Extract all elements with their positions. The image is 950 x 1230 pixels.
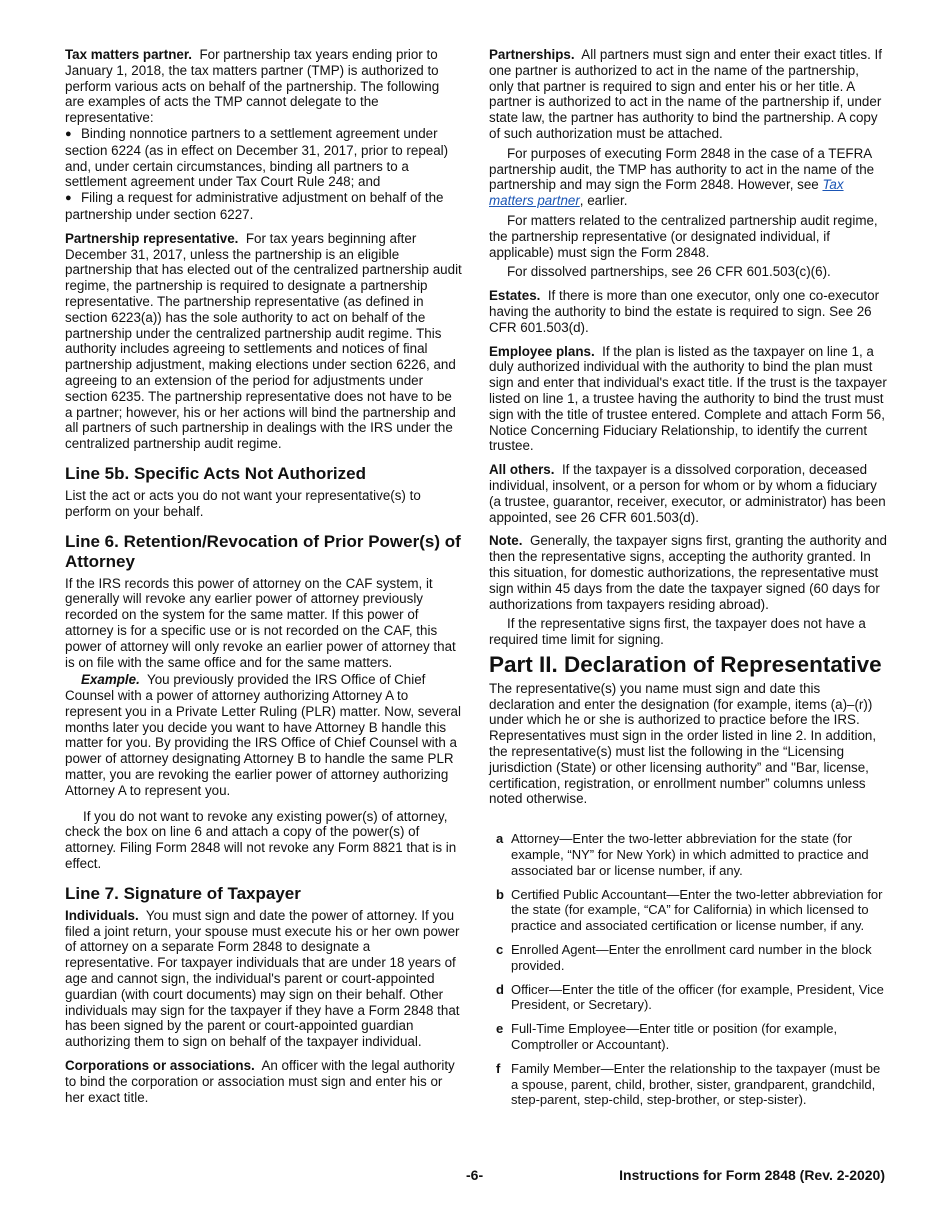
designation-letter: b xyxy=(496,886,504,902)
left-column xyxy=(65,47,462,1113)
tax-matters-partner-text: For partnership tax years ending prior to January 1, 2018, the tax matters partner (TMP) is authorized to perform various acts on behalf of the partnership. The following are examples of acts the TMP cannot delegate to the representative: xyxy=(65,47,440,126)
centralized-paragraph: For matters related to the centralized partnership audit regime, the partnership representative (or designated individual, if applicable) must sign the Form 2848. xyxy=(489,212,878,260)
example-lead: Example. xyxy=(81,672,140,688)
estates-lead: Estates. xyxy=(489,288,541,304)
designation-letter: d xyxy=(496,981,504,997)
designation-letter: e xyxy=(496,1021,504,1037)
page-number: -6- xyxy=(466,1167,484,1183)
designation-text: Full-Time Employee—Enter title or position (for example, Comptroller or Accountant). xyxy=(511,1021,838,1053)
line-6-text: If the IRS records this power of attorney on the CAF system, it generally will revoke any earlier power of attorney previously recorded on the system for the same matter. If this power of attorney is for a specific use or is not recorded on the CAF, this power of attorney will only revoke an earlier power of attorney that is on file with the same office and for the same matters. xyxy=(65,575,456,670)
designation-item xyxy=(489,887,887,934)
designation-letter: f xyxy=(496,1060,501,1076)
partnership-representative-paragraph xyxy=(65,231,462,452)
partnership-representative-text: For tax years beginning after December 31, 2017, unless the partnership is an eligible partnership that has elected out of the centralized partnership audit regime, the partnership is required to designate a partnership representative. The partnership representative (as defined in section 6223(a)) has the sole authority to act on behalf of the partnership under the centralized partnership audit regime. This authority includes agreeing to settlements and notices of final partnership adjustment, making elections under section 6226, and agreeing to an extension of the period for adjustments under section 6235. The partnership representative does not have to be a partner; however, his or her actions will bind the partnership and all partners of such partnership in dealings with the IRS under the centralized partnership audit regime. xyxy=(65,230,462,452)
designation-text: Enrolled Agent—Enter the enrollment card number in the block provided. xyxy=(511,942,872,973)
line-5b-heading: Line 5b. Specific Acts Not Authorized xyxy=(65,463,366,483)
individuals-lead: Individuals. xyxy=(65,907,139,923)
tmp-bullet-1-text: Binding nonnotice partners to a settlement agreement under section 6224 (as in effect on December 31, 2017, prior to repeal) and, under certain circumstances, binding all partners to a settlement agreement under Tax Court Rule 248; and xyxy=(65,125,449,190)
estates-text: If there is more than one executor, only one co-executor having the authority to bind the estate is required to sign. See 26 CFR 601.503(d). xyxy=(489,288,880,335)
example-paragraph xyxy=(65,672,462,798)
individuals-text: You must sign and date the power of attorney. If you filed a joint return, your spouse must execute his or her own power of attorney on a separate Form 2848 to designate a representative. For taxpayer individuals that are under 18 years of age and cannot sign, the individual's parent or court-appointed guardian (with court documents) may sign on their behalf. Other individuals may sign for the taxpayer if they have a Form 2848 that has been signed by the parent or court-appointed guardian authorizing them to sign on behalf of the taxpayer individual. xyxy=(65,907,460,1050)
tmp-bullet-1 xyxy=(65,126,462,190)
note-text: Generally, the taxpayer signs first, granting the authority and then the representative signs, accepting the authority granted. In this situation, for domestic authorizations, the representative must sign within 45 days from the date the taxpayer signed (60 days for authorizations from taxpayers residing abroad). xyxy=(489,533,887,612)
designation-text: Officer—Enter the title of the officer (for example, President, Vice President, or Secretary). xyxy=(511,981,884,1013)
tmp-bullet-2-text: Filing a request for administrative adjustment on behalf of the partnership under section 6227. xyxy=(65,190,444,222)
designation-text: Certified Public Accountant—Enter the two-letter abbreviation for the state (for example, “CA” for California) in which licensed to practice and associated certification or license number, if any. xyxy=(511,886,883,934)
all-others-lead: All others. xyxy=(489,462,555,478)
part-ii-text: The representative(s) you name must sign and date this declaration and enter the designation (for example, items (a)–(r)) under which he or she is authorized to practice before the IRS. Representatives must sign in the order listed in line 2. In addition, the representative(s) must list the following in the “Licensing jurisdiction (State) or other licensing authority” and "Bar, license, certification, registration, or enrollment number” columns unless noted otherwise. xyxy=(489,680,877,807)
line-5b-text: List the act or acts you do not want your representative(s) to perform on your behalf. xyxy=(65,487,421,519)
corporations-text: An officer with the legal authority to bind the corporation or association must sign and enter his or her exact title. xyxy=(65,1058,455,1105)
partnerships-lead: Partnerships. xyxy=(489,47,575,62)
corporations-lead: Corporations or associations. xyxy=(65,1058,255,1074)
footer-title: Instructions for Form 2848 (Rev. 2-2020) xyxy=(619,1167,885,1183)
partnerships-paragraph xyxy=(489,47,887,142)
partnerships-text: All partners must sign and enter their exact titles. If one partner is authorized to act in the name of the partnership, only that partner is required to sign and enter his or her title. A partner is authorized to act in the name of the partnership if, under state law, the partner has authority to bind the partnership. A copy of such authorization must be attached. xyxy=(489,47,882,141)
tax-matters-partner-paragraph xyxy=(65,47,462,126)
designation-item xyxy=(489,831,887,878)
designation-letter: a xyxy=(496,831,504,847)
dissolved-paragraph: For dissolved partnerships, see 26 CFR 601.503(c)(6). xyxy=(507,264,831,280)
designation-list xyxy=(489,831,887,1108)
designation-item xyxy=(489,1061,887,1108)
rep-signs-first-paragraph: If the representative signs first, the taxpayer does not have a required time limit for signing. xyxy=(489,616,866,648)
line-6-heading: Line 6. Retention/Revocation of Prior Power(s) of Attorney xyxy=(65,531,461,571)
corporations-paragraph xyxy=(65,1058,462,1105)
all-others-text: If the taxpayer is a dissolved corporation, deceased individual, insolvent, or a person for whom or by whom a fiduciary (a trustee, guarantor, receiver, executor, or administrator) has been appointed, see 26 CFR 601.503(d). xyxy=(489,462,886,525)
tefra-text: For purposes of executing Form 2848 in the case of a TEFRA partnership audit, the TMP has authority to act in the name of the partnership and may sign the Form 2848. However, see xyxy=(489,145,875,193)
designation-item xyxy=(489,942,887,974)
designation-item xyxy=(489,1021,887,1053)
estates-paragraph xyxy=(489,288,887,335)
designation-text: Attorney—Enter the two-letter abbreviation for the state (for example, “NY” for New York) in which admitted to practice and associated bar or license number, if any. xyxy=(511,831,869,878)
example-text: You previously provided the IRS Office of Chief Counsel with a power of attorney authorizing Attorney A to represent you in a Private Letter Ruling (PLR) matter. Now, several months later you decide you want to have Attorney B handle this matter for you. By providing the IRS Office of Chief Counsel with a power of attorney designating Attorney B to handle the same PLR matter, you are revoking the earlier power of attorney authorizing Attorney A to represent you. xyxy=(65,672,461,798)
tax-matters-partner-link[interactable]: Tax matters partner xyxy=(489,177,844,209)
note-paragraph xyxy=(489,533,887,612)
partnership-representative-lead: Partnership representative. xyxy=(65,230,239,246)
designation-item xyxy=(489,982,887,1014)
employee-plans-lead: Employee plans. xyxy=(489,343,595,359)
tefra-paragraph xyxy=(489,146,887,209)
tmp-bullet-2 xyxy=(65,190,462,223)
line-7-heading: Line 7. Signature of Taxpayer xyxy=(65,883,301,903)
tax-matters-partner-lead: Tax matters partner. xyxy=(65,47,193,62)
designation-letter: c xyxy=(496,942,504,958)
employee-plans-text: If the plan is listed as the taxpayer on line 1, a duly authorized individual with the authority to bind the plan must sign and enter that individual's exact title. If the trust is the taxpayer listed on line 1, a trustee having the authority to bind the trust must sign with the title of trustee entered. Complete and attach Form 56, Notice Concerning Fiduciary Relationship, to identify the current trustee. xyxy=(489,343,887,454)
note-lead: Note. xyxy=(489,533,523,549)
part-ii-heading: Part II. Declaration of Representative xyxy=(489,651,882,677)
revoke-paragraph: If you do not want to revoke any existing power(s) of attorney, check the box on line 6 and attach a copy of the power(s) of attorney. Filing Form 2848 will not revoke any Form 8821 that is in effect. xyxy=(65,808,457,872)
designation-text: Family Member—Enter the relationship to the taxpayer (must be a spouse, parent, child, brother, sister, grandparent, grandchild, step-parent, step-child, step-brother, or step-sister). xyxy=(511,1060,881,1108)
bullet-icon: ● xyxy=(65,192,72,205)
bullet-icon: ● xyxy=(65,127,72,140)
all-others-paragraph xyxy=(489,462,887,525)
individuals-paragraph xyxy=(65,908,462,1050)
right-column xyxy=(489,47,887,1116)
tefra-text-end: , earlier. xyxy=(579,193,628,209)
employee-plans-paragraph xyxy=(489,344,887,455)
